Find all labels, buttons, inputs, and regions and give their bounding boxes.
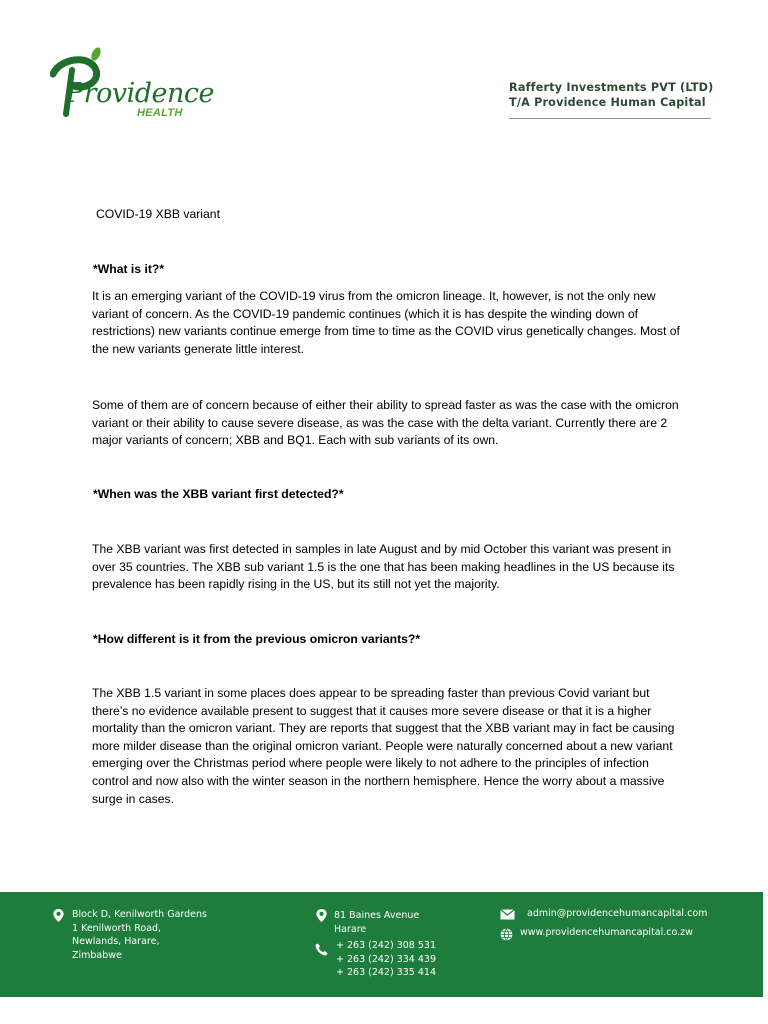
address-line: 1 Kenilworth Road, [72, 922, 162, 934]
company-block [509, 80, 714, 110]
company-name: Rafferty Investments PVT (LTD) [509, 81, 714, 94]
address-line: Zimbabwe [72, 949, 122, 961]
logo-subtitle: HEALTH [137, 107, 183, 119]
paragraph: It is an emerging variant of the COVID-19 virus from the omicron lineage. It, however, is not the only new variant of concern. As the COVID-19 pandemic continues (which it is has despite the winding down of restrictions) new variants continue emerge from time to time as the COVID virus genetically changes. Most of the new variants generate little interest. [92, 289, 680, 356]
section-heading: *How different is it from the previous omicron variants?* [93, 632, 421, 646]
location-pin-icon [315, 909, 328, 922]
footer-address [72, 908, 207, 962]
company-trading-as: T/A Providence Human Capital [509, 96, 706, 109]
paragraph: The XBB 1.5 variant in some places does appear to be spreading faster than previous Covid variant but there’s no evidence available present to suggest that it causes more severe disease or that it is a higher mortality than the omicron variant. They are reports that suggest that the XBB variant may in fact be causing more milder disease than the original omicron variant. People were naturally concerned about a new variant emerging over the Christmas period where people were likely to not adhere to the principles of infection control and now also with the winter season in the northern hemisphere. Hence the worry about a massive surge in cases. [92, 686, 675, 806]
footer-website[interactable] [520, 926, 693, 940]
address-line: Newlands, Harare, [72, 936, 160, 947]
phone-icon [315, 943, 328, 956]
footer [0, 892, 763, 997]
website-link[interactable]: www.providencehumancapital.co.zw [520, 927, 693, 938]
footer-address-secondary [334, 909, 419, 936]
header-divider [509, 118, 711, 119]
footer-phones [336, 939, 436, 980]
section-heading: *When was the XBB variant first detected?* [93, 487, 344, 501]
phone-number[interactable]: + 263 (242) 308 531 [336, 940, 436, 951]
address-line: Harare [334, 923, 367, 935]
section-heading: *What is it?* [93, 262, 165, 276]
address-line: 81 Baines Avenue [334, 910, 420, 921]
globe-icon [500, 928, 513, 941]
paragraph: The XBB variant was first detected in samples in late August and by mid October this variant was present in over 35 countries. The XBB sub variant 1.5 is the one that has been making headlines in the US because its prevalence has been rapidly rising in the US, but its still not yet the majority. [92, 542, 675, 592]
footer-email[interactable] [527, 907, 707, 921]
paragraph: Some of them are of concern because of either their ability to spread faster as was the case with the omicron variant or their ability to cause severe disease, as was the case with the delta variant. Currently there are 2 major variants of concern; XBB and BQ1. Each with sub variants of its own. [92, 398, 679, 448]
address-line: Block D, Kenilworth Gardens [72, 909, 207, 920]
phone-number[interactable]: + 263 (242) 335 414 [336, 967, 436, 978]
phone-number[interactable]: + 263 (242) 334 439 [336, 953, 436, 965]
email-link[interactable]: admin@providencehumancapital.com [527, 908, 708, 919]
location-pin-icon [52, 909, 65, 922]
document-title: COVID-19 XBB variant [96, 207, 220, 221]
email-icon [500, 909, 515, 920]
logo-wordmark: Providence [66, 78, 214, 109]
